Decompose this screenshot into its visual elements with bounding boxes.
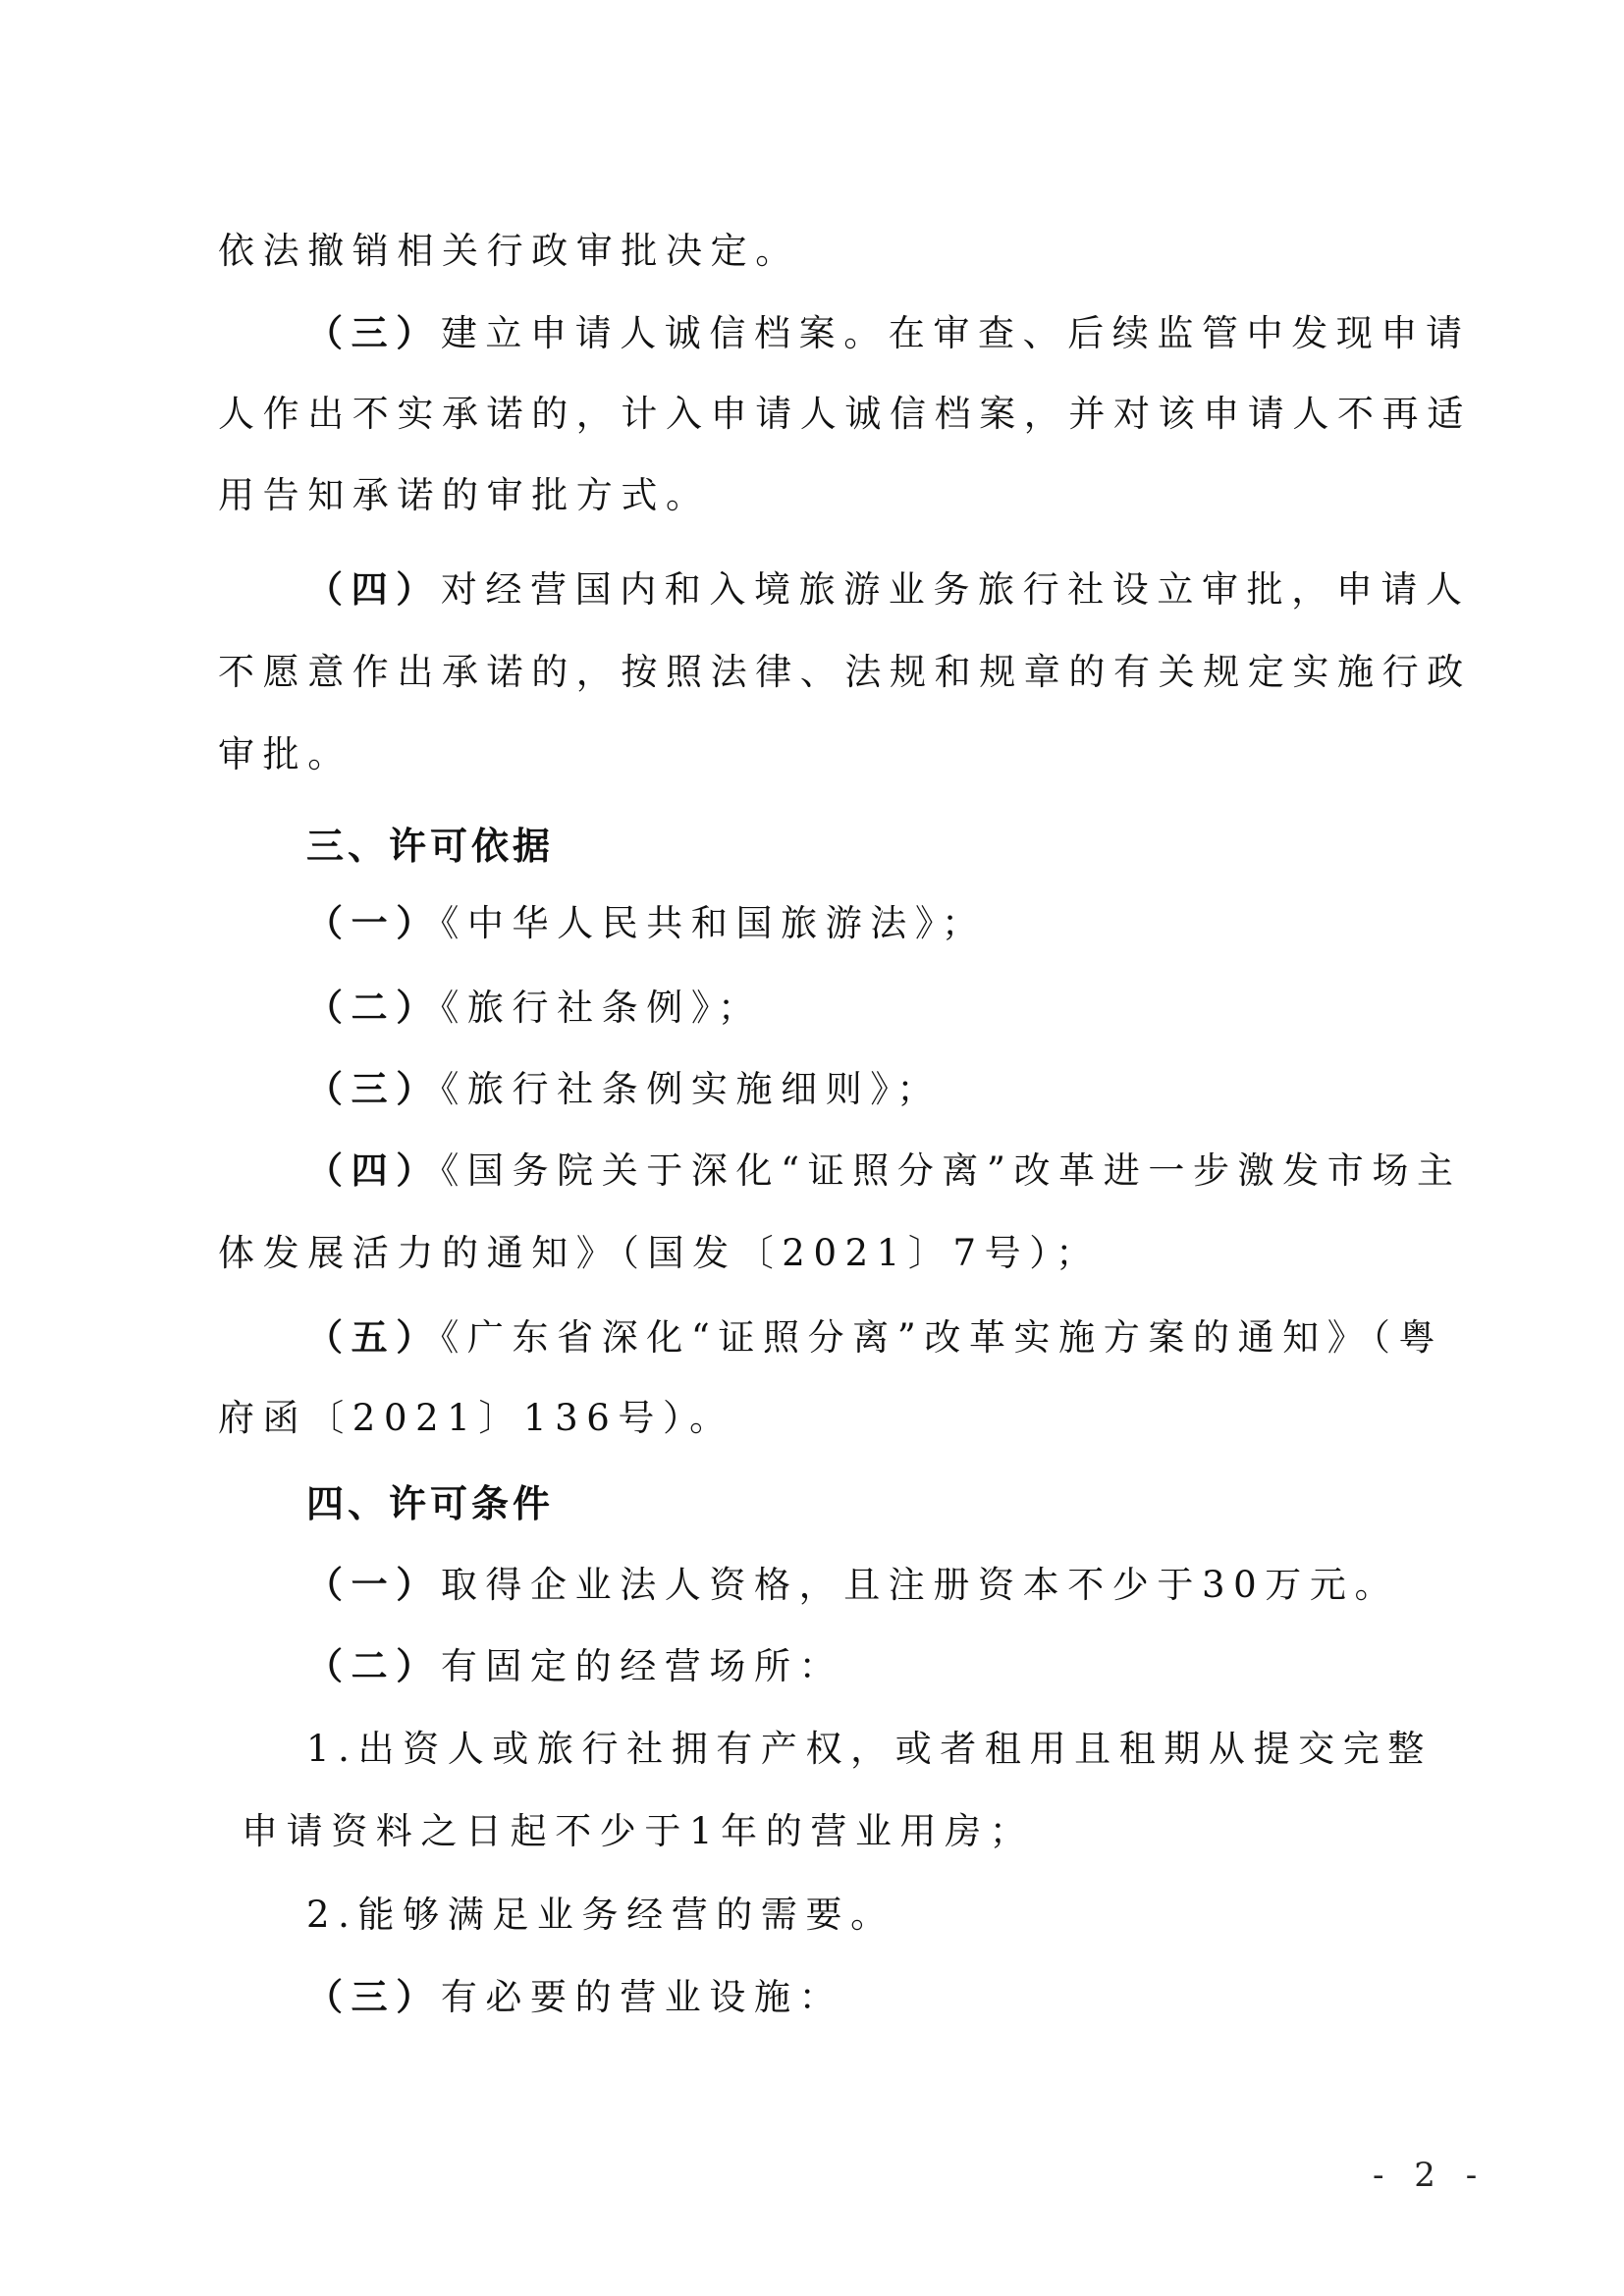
basis-item-4	[306, 1147, 1524, 1195]
paragraph-item-4	[306, 565, 1524, 614]
line-text: 审批。	[218, 733, 352, 775]
basis-item-1	[306, 899, 1524, 947]
heading-text: 三、许可依据	[306, 825, 555, 868]
paragraph-line	[218, 472, 1435, 519]
line-text: 申请资料之日起不少于1年的营业用房；	[242, 1810, 1035, 1852]
section-heading-conditions	[306, 1480, 1524, 1527]
basis-item-3	[306, 1065, 1524, 1113]
heading-text: 四、许可条件	[306, 1482, 555, 1525]
item-marker: （三）	[306, 1975, 441, 2018]
basis-item-5	[306, 1313, 1524, 1362]
line-text: 《中华人民共和国旅游法》；	[440, 902, 987, 944]
item-marker: （四）	[306, 1148, 441, 1192]
item-marker: （五）	[306, 1315, 441, 1359]
condition-subitem-1	[306, 1726, 1524, 1773]
line-text: 体发展活力的通知》（国发〔2021〕7号）；	[218, 1232, 1101, 1274]
section-heading-basis	[306, 823, 1524, 870]
line-text: 人作出不实承诺的，计入申请人诚信档案，并对该申请人不再适	[218, 393, 1472, 435]
line-text: 《旅行社条例》；	[440, 987, 763, 1029]
paragraph-line	[218, 228, 1435, 275]
item-marker: （二）	[306, 986, 441, 1029]
condition-subitem-2	[306, 1892, 1524, 1939]
page-number: - 2 -	[1373, 2156, 1488, 2195]
line-text: 《国务院关于深化“证照分离”改革进一步激发市场主	[440, 1149, 1462, 1192]
item-marker: （一）	[306, 1563, 441, 1606]
line-text: 1.出资人或旅行社拥有产权，或者租用且租期从提交完整	[306, 1728, 1433, 1770]
paragraph-line	[218, 649, 1472, 696]
line-text: 用告知承诺的审批方式。	[218, 474, 711, 516]
paragraph-line	[218, 391, 1472, 438]
line-text: 有固定的经营场所：	[440, 1645, 844, 1687]
item-marker: （三）	[306, 311, 441, 354]
item-marker: （四）	[306, 567, 441, 611]
line-text: 不愿意作出承诺的，按照法律、法规和规章的有关规定实施行政	[218, 651, 1472, 693]
condition-item-2	[306, 1642, 1524, 1690]
line-text: 2.能够满足业务经营的需要。	[306, 1894, 895, 1936]
item-marker: （二）	[306, 1644, 441, 1687]
paragraph-item-3	[306, 309, 1524, 357]
basis-item-2	[306, 984, 1524, 1032]
line-text: 有必要的营业设施：	[440, 1976, 844, 2018]
line-text: 《广东省深化“证照分离”改革实施方案的通知》（粤	[440, 1316, 1444, 1359]
line-text: 依法撤销相关行政审批决定。	[218, 230, 800, 272]
paragraph-line	[218, 1230, 1435, 1277]
line-text: 对经营国内和入境旅游业务旅行社设立审批，申请人	[440, 568, 1471, 611]
item-marker: （三）	[306, 1067, 441, 1110]
line-text: 《旅行社条例实施细则》；	[440, 1068, 943, 1110]
line-text: 取得企业法人资格，且注册资本不少于30万元。	[440, 1564, 1400, 1606]
paragraph-line	[242, 1808, 1459, 1855]
condition-item-1	[306, 1561, 1524, 1609]
paragraph-line	[218, 731, 1435, 778]
item-marker: （一）	[306, 901, 441, 944]
line-text: 建立申请人诚信档案。在审查、后续监管中发现申请	[440, 312, 1471, 354]
paragraph-line	[218, 1395, 1435, 1442]
condition-item-3	[306, 1973, 1524, 2021]
line-text: 府函〔2021〕136号）。	[218, 1397, 734, 1439]
